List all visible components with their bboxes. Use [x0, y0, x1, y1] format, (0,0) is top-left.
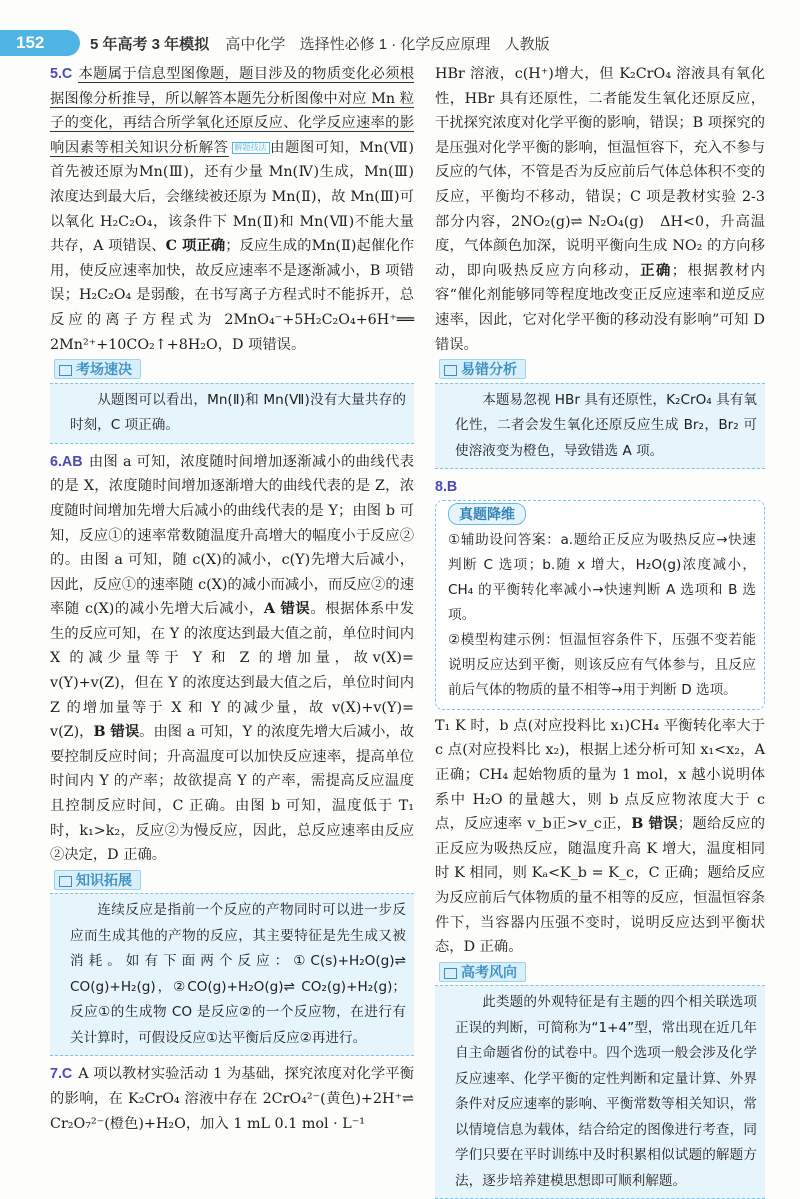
- answer-8-text2: ；题给反应的正反应为吸热反应，随温度升高 K 增大，温度相同时 K 相同，则 Kₐ<K_b = K_c，C 正确；题给反应为反应前后气体物质的量不相等的反应，恒温恒容条件下，当容器内压强不变时，说明反应达到平衡状态，D 正确。: [435, 816, 766, 956]
- answer-8-bold: B 错误: [631, 816, 678, 833]
- answer-7-cont2: ；根据教材内容“催化剂能够同等程度地改变正反应速率和逆反应速率，因此，它对化学平衡的移动没有影响”可知 D 错误。: [435, 262, 766, 353]
- running-title: [90, 33, 560, 54]
- page-header: [0, 0, 800, 56]
- answer-5-body: 由题图可知，Mn(Ⅶ)首先被还原为Mn(Ⅲ)，还有少量 Mn(Ⅳ)生成，Mn(Ⅲ)浓度达到最大后，会继续被还原为 Mn(Ⅱ)，故 Mn(Ⅲ)可以氧化 H₂C₂O₄，该条件下 Mn(Ⅱ)和 Mn(Ⅶ)不能大量共存，A 项错误、: [50, 139, 415, 255]
- tip-tag-error-label: 易错分析: [461, 361, 517, 378]
- answer-6-body3: 。由图 a 可知，Y 的浓度先增大后减小，故要控制反应时间；升高温度可以加快反应速率，提高单位时间内 Y 的产率；故欲提高 Y 的产率，需提高反应温度且控制反应时间，C 正确。由图 b 可知，温度低于 T₁ 时，k₁>k₂，反应②为慢反应，因此，总反应速率由反应②决定，D 正确。: [50, 724, 414, 864]
- tip-quick-text: 从题图可以看出，Mn(Ⅱ)和 Mn(Ⅶ)没有大量共存的时刻，C 项正确。: [70, 391, 406, 434]
- answer-7-continued: [435, 62, 765, 357]
- insight-point-2: ②模型构建示例：恒温恒容条件下，压强不变若能说明反应达到平衡，则该反应有气体参与，且反应前后气体的物质的量不相等→用于判断 D 选项。: [448, 631, 756, 698]
- tip-tag-knowledge: [54, 870, 141, 890]
- answer-6-body: 由图 a 可知，浓度随时间增加逐渐减小的曲线代表的是 X，浓度随时间增加逐渐增大的曲线代表的是 Z，浓度随时间增加先增大后减小的曲线代表的是 Y；由图 b 可知，反应①的速率常数随温度升高增大的幅度小于反应②的。由图 a 可知，随 c(X)的减小，c(Y)先增大后减小，因此，反应①的速率随 c(X)的减小而减小，而反应②的速率随 c(X)的减小先增大后减小，: [50, 453, 414, 618]
- answer-7-number: 7.C: [50, 1066, 73, 1083]
- subject-label: 高中化学: [225, 36, 286, 53]
- method-badge: 解题技法: [232, 142, 270, 154]
- answer-8: [435, 475, 765, 500]
- tip-box-trend: [435, 985, 765, 1199]
- tip-tag-trend-label: 高考风向: [461, 963, 517, 980]
- brand-title: 5 年高考 3 年模拟: [90, 36, 210, 53]
- tip-tag-knowledge-label: 知识拓展: [76, 871, 132, 888]
- tip-knowledge-text: 连续反应是指前一个反应的产物同时可以进一步反应而生成其他的产物的反应，其主要特征是先生成又被消耗。如有下面两个反应：①C(s)+H₂O(g)⇌ CO(g)+H₂(g)，②CO(g)+H₂O(g)⇌ CO₂(g)+H₂(g)；反应①的生成物 CO 是反应②的一个反应物，在进行有关计算时，可假设反应①达平衡后反应②再进行。: [70, 902, 406, 1046]
- answer-5-body2: ；反应生成的Mn(Ⅱ)起催化作用，使反应速率加快，故反应速率不是逐渐减小，B 项错误；H₂C₂O₄ 是弱酸，在书写离子方程式时不能拆开，总反应的离子方程式为 2MnO₄⁻+5H₂C₂O₄+6H⁺══ 2Mn²⁺+10CO₂↑+8H₂O，D 项错误。: [50, 238, 415, 353]
- page-number: 152: [0, 30, 80, 56]
- answer-6: [50, 450, 414, 868]
- answer-5-bold: C 项正确: [165, 238, 226, 255]
- answer-6-body2: 。根据体系中发生的反应可知，在 Y 的浓度达到最大值之前，单位时间内 X 的减少量等于 Y 和 Z 的增加量，故v(X)= v(Y)+v(Z)，但在 Y 的浓度达到最大值之后，单位时间内 Z 的增加量等于 X 和 Y 的减少量，故 v(X)+v(Y)= v(Z)，: [50, 601, 415, 741]
- book-icon: [444, 365, 457, 376]
- answer-8-number: 8.B: [435, 479, 458, 496]
- answer-8-text: T₁ K 时，b 点(对应投料比 x₁)CH₄ 平衡转化率大于 c 点(对应投料比 x₂)，根据上述分析可知 x₁<x₂，A 正确；CH₄ 起始物质的量为 1 mol，x 越小说明体系中 H₂O 的量越大，则 b 点反应物浓度大于 c 点，反应速率 v_b正>v_c正，: [435, 717, 765, 833]
- left-column: [50, 62, 414, 1136]
- tip-tag-quick-label: 考场速决: [76, 361, 132, 378]
- right-column: [435, 62, 765, 1199]
- edition-label: 人教版: [504, 36, 550, 53]
- answer-5: [50, 62, 414, 357]
- answer-8-body: [435, 714, 765, 960]
- tip-box-quick: [50, 383, 414, 444]
- answer-7: [50, 1062, 414, 1136]
- book-icon: [59, 876, 72, 887]
- insight-box: [435, 500, 765, 710]
- answer-7-body: A 项以教材实验活动 1 为基础，探究浓度对化学平衡的影响，在 K₂CrO₄ 溶液中存在 2CrO₄²⁻(黄色)+2H⁺⇌ Cr₂O₇²⁻(橙色)+H₂O，加入 1 mL 0.1 mol · L⁻¹: [50, 1066, 414, 1132]
- tip-tag-trend: [439, 962, 526, 982]
- insight-tag: 真题降维: [448, 503, 526, 525]
- tip-box-knowledge: [50, 893, 414, 1056]
- answer-5-number: 5.C: [50, 66, 73, 82]
- tip-trend-text: 此类题的外观特征是有主题的四个相关联选项正误的判断，可简称为“1+4”型，常出现在近几年自主命题省份的试卷中。四个选项一般会涉及化学反应速率、化学平衡的定性判断和定量计算、外界条件对反应速率的影响、平衡常数等相关知识，常以情境信息为载体，结合给定的图像进行考查，同学们只要在平时训练中及时积累相似试题的解题方法，逐步培养建模思想即可顺利解题。: [455, 994, 757, 1189]
- answer-7-bold: 正确: [640, 262, 672, 279]
- book-label: 选择性必修 1 · 化学反应原理: [299, 36, 491, 53]
- tip-tag-error: [439, 359, 526, 379]
- answer-6-number: 6.AB: [50, 453, 83, 470]
- tip-error-text: 本题易忽视 HBr 具有还原性，K₂CrO₄ 具有氧化性，二者会发生氧化还原反应生成 Br₂，Br₂ 可使溶液变为橙色，导致错选 A 项。: [455, 391, 757, 459]
- insight-point-1: ①辅助设问答案：a.题给正反应为吸热反应→快速判断 C 选项；b.随 x 增大，H₂O(g)浓度减小，CH₄ 的平衡转化率减小→快速判断 A 选项和 B 选项。: [448, 531, 756, 623]
- tip-tag-quick: [54, 359, 141, 379]
- book-icon: [444, 968, 457, 979]
- book-icon: [59, 365, 72, 376]
- answer-7-cont: HBr 溶液，c(H⁺)增大，但 K₂CrO₄ 溶液具有氧化性，HBr 具有还原性，二者能发生氧化还原反应，干扰探究浓度对化学平衡的影响，错误；B 项探究的是压强对化学平衡的影响，恒温恒容下，充入不参与反应的气体，不管是否为反应前后气体总体积不变的反应，平衡均不移动，错误；C 项是教材实验 2-3 部分内容，2NO₂(g)⇌ N₂O₄(g) ΔH<0，升高温度，气体颜色加深，说明平衡向生成 NO₂ 的方向移动，即向吸热反应方向移动，: [435, 66, 765, 279]
- answer-6-bold-a: A 错误: [263, 601, 311, 618]
- answer-6-bold-b: B 错误: [93, 724, 140, 741]
- tip-box-error: [435, 383, 765, 470]
- answer-5-lead: 本题属于信息型图像题，题目涉及的物质变化必须根据图像分析推导，所以解答本题先分析图像中对应 Mn 粒子的变化，再结合所学氧化还原反应、化学反应速率的影响因素等相关知识分析解答: [50, 66, 414, 156]
